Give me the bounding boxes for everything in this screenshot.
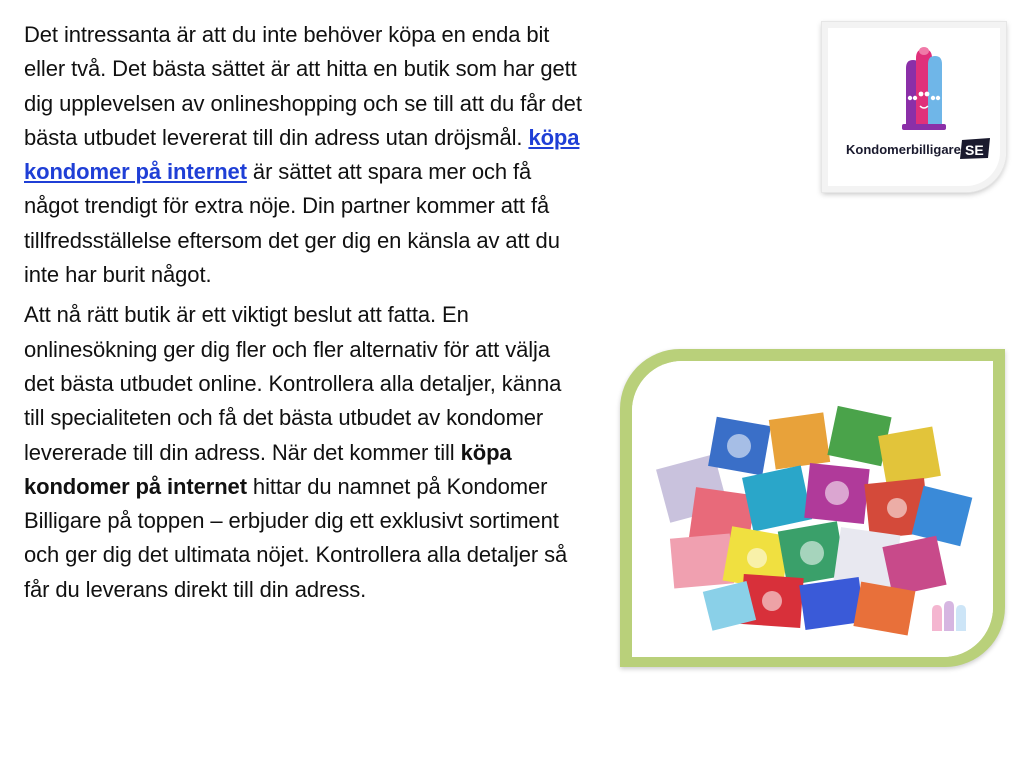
paragraph-2-text-after: hittar du namnet på Kondomer Billigare på toppen – erbjuder dig ett exklusivt sortiment och ger dig det ultimata nöjet. Kontrollera alla detaljer så får du leverans direkt till din adress. <box>24 473 568 602</box>
paragraph-2-bold-keyword: köpa kondomer på internet <box>24 439 512 499</box>
logo-brand-text: Kondomerbilligare <box>846 142 961 157</box>
condom-packets-photo <box>632 361 993 657</box>
logo-card <box>822 22 1006 192</box>
paragraph-2-text-before: Att nå rätt butik är ett viktigt beslut att fatta. En onlinesökning ger dig fler och fler alternativ för att välja det bästa utbudet online. Kontrollera alla detaljer, känna till specialiteten och få det bästa utbudet av kondomer levererade till din adress. När det kommer till <box>24 302 562 465</box>
kondomerbilligare-logo <box>844 28 994 178</box>
logo-se-badge <box>960 138 990 159</box>
paragraph-2 <box>24 298 586 607</box>
watermark-mascot-icon <box>932 601 966 631</box>
mascot-icons <box>902 47 946 130</box>
paragraph-1-text-after: är sättet att spara mer och få något trendigt för extra nöje. Din partner kommer att få tillfredsställelse eftersom det ger dig en känsla av att du inte har burit något. <box>24 159 560 288</box>
text-column <box>24 18 586 613</box>
paragraph-1-text-before: Det intressanta är att du inte behöver köpa en enda bit eller två. Det bästa sättet är att hitta en butik som har gett dig upplevelsen av onlineshopping och se till att du får det bästa utbudet levererat till din adress utan dröjsmål. <box>24 22 582 150</box>
photo-card <box>620 349 1005 667</box>
buy-condoms-online-link[interactable]: köpa kondomer på internet <box>24 124 580 185</box>
logo-badge-text: SE <box>965 142 984 158</box>
paragraph-1 <box>24 18 586 292</box>
photo-frame <box>632 361 993 657</box>
